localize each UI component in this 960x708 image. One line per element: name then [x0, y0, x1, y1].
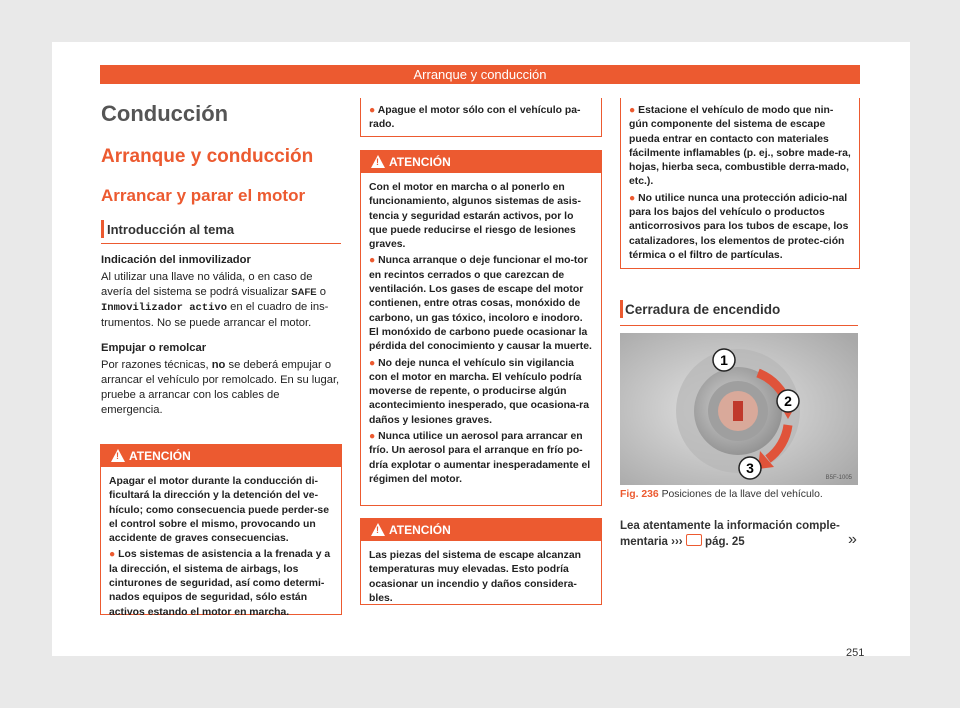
warning-continuation-right	[620, 98, 860, 269]
warning2-bullet-1: ● Nunca arranque o deje funcionar el mo-tor en recintos cerrados o que carezcan de ventilación. Los gases de escape del motor contienen, entre otras cosas, monóxido de carbono, un gas tóxico, incoloro e inodoro. El monóxido de carbono puede ocasionar la pérdida del conocimiento y causar la muerte.	[369, 255, 592, 353]
warning-box-1	[100, 444, 342, 618]
warning2-bullet-text-2: No deje nunca el vehículo sin vigilancia con el motor en marcha. El vehículo podría moverse de repente, o producirse algún acontecimiento inesperado, que ocasiona-ra daños y lesiones graves.	[369, 357, 589, 426]
warning-body-1	[101, 467, 341, 628]
continuation-bullet-text: Apague el motor sólo con el vehículo pa-rado.	[369, 105, 581, 131]
warning2-bullet-text-3: Nunca utilice un aerosol para arrancar en frío. Un aerosol para el arranque en frío po-dría explotar o aumentar inesperadamente el régimen del motor.	[369, 431, 591, 485]
warning-header-1	[101, 445, 341, 467]
immobilizer-display-text: Inmovilizador activo	[101, 302, 228, 314]
page-reference-link[interactable]: pág. 25	[705, 536, 745, 548]
right-box-body	[621, 98, 859, 271]
warning2-bullet-text-1: Nunca arranque o deje funcionar el mo-tor en recintos cerrados o que carezcan de ventilación. Los gases de escape del motor contienen, entre otras cosas, monóxido de carbono, un gas tóxico, incoloro e inodoro. El monóxido de carbono puede ocasionar la pérdida del conocimiento y causar la muerte.	[369, 255, 592, 353]
figure-code: B5F-1005	[825, 475, 852, 481]
push-text-emphasis: no	[211, 359, 226, 371]
warning2-bullet-3: ● Nunca utilice un aerosol para arrancar en frío. Un aerosol para el arranque en frío po-dría explotar o aumentar inesperadamente el régimen del motor.	[369, 431, 591, 485]
warning-title-2: ATENCIÓN	[389, 155, 451, 169]
immobilizer-text	[101, 270, 343, 331]
right-bullet-1: ● Estacione el vehículo de modo que nin-gún componente del sistema de escape pueda entrar en contacto con materiales fácilmente inflamables (p. ej., sobre made-ra, hojas, hierba seca, combustible derra-mado, etc.).	[629, 105, 851, 188]
section-header: Arranque y conducción	[100, 65, 860, 84]
warning-title-1: ATENCIÓN	[129, 449, 191, 463]
warning-text-2: Con el motor en marcha o al ponerlo en funcionamiento, algunos sistemas de asis-tencia y seguridad estarán activos, por lo que puede reducirse el riesgo de lesiones graves.	[369, 182, 581, 251]
figure-caption	[620, 489, 823, 500]
ignition-lock-illustration	[620, 333, 858, 485]
warning-title-3: ATENCIÓN	[389, 523, 451, 537]
warning-continuation	[360, 98, 602, 137]
figure-label-3: 3	[746, 460, 754, 476]
right-bullet-2: ● No utilice nunca una protección adicio-nal para los bajos del vehículo o productos anticorrosivos para los tubos de escape, los catalizadores, los elementos de protec-ción térmica o el filtro de partículas.	[629, 192, 849, 261]
warning-text-3: Las piezas del sistema de escape alcanzan temperaturas muy elevadas. Esto podría ocasionar un incendio y daños considera-bles.	[369, 550, 581, 604]
right-bullet-text-1: Estacione el vehículo de modo que nin-gún componente del sistema de escape pueda entrar en contacto con materiales fácilmente inflamables (p. ej., sobre made-ra, hojas, hierba seca, combustible derra-mado, etc.).	[629, 105, 851, 188]
topic-rule	[101, 243, 341, 244]
read-more-text: Lea atentamente la información comple-mentaria	[620, 520, 840, 548]
warning-bullet-1: ● Los sistemas de asistencia a la frenada y a la dirección, el sistema de airbags, los cinturones de seguridad, así como determi-nados equipos de seguridad, sólo están activos estando el motor en marcha.	[109, 549, 331, 618]
left-column	[101, 253, 343, 428]
page-number: 251	[846, 647, 865, 659]
warning-bullet-text-1: Los sistemas de asistencia a la frenada y a la dirección, el sistema de airbags, los cinturones de seguridad, así como determi-nados equipos de seguridad, sólo están activos estando el motor en marcha.	[109, 549, 331, 618]
figure-label-2: 2	[784, 393, 792, 409]
push-text	[101, 358, 343, 418]
ignition-lock-figure	[620, 333, 858, 485]
push-heading: Empujar o remolcar	[101, 342, 207, 354]
section-marker	[620, 300, 623, 318]
section-title: Arranque y conducción	[101, 146, 314, 167]
warning-box-2	[360, 150, 602, 506]
warning-icon	[111, 449, 125, 462]
push-text-part1: Por razones técnicas,	[101, 359, 209, 371]
ignition-section-title: Cerradura de encendido	[625, 302, 781, 317]
continuation-body	[361, 98, 601, 141]
warning-body-2	[361, 173, 601, 495]
warning-text-1: Apagar el motor durante la conducción di-ficultará la dirección y la detención del ve-hículo; como consecuencia puede perder-se el control sobre el mismo, provocando un accidente de graves consecuencias.	[109, 476, 329, 545]
figure-number: Fig. 236	[620, 489, 659, 500]
push-text-part2: se deberá empujar o arrancar el vehículo por remolcado. En su lugar, pruebe a arrancar con los cables de emergencia.	[101, 359, 340, 416]
topic-marker	[101, 220, 104, 238]
safe-symbol: SAFE	[291, 287, 317, 298]
figure-caption-text: Posiciones de la llave del vehículo.	[661, 489, 823, 500]
immobilizer-text-part2: o	[319, 286, 326, 298]
warning-header-3	[361, 519, 601, 541]
read-more-arrows: ›››	[671, 536, 683, 548]
right-bullet-text-2: No utilice nunca una protección adicio-nal para los bajos del vehículo o productos anticorrosivos para los tubos de escape, los catalizadores, los elementos de protec-ción térmica o el filtro de partículas.	[629, 192, 849, 261]
continuation-bullet: ● Apague el motor sólo con el vehículo pa-rado.	[369, 105, 581, 131]
topic-title: Introducción al tema	[107, 222, 235, 237]
warning-icon	[371, 523, 385, 536]
warning2-bullet-2: ● No deje nunca el vehículo sin vigilancia con el motor en marcha. El vehículo podría moverse de repente, o producirse algún acontecimiento inesperado, que ocasiona-ra daños y lesiones graves.	[369, 357, 589, 426]
continue-icon: »	[848, 531, 857, 548]
immobilizer-text-part3: en el cuadro de ins-trumentos. No se puede arrancar el motor.	[101, 301, 329, 329]
warning-header-2	[361, 151, 601, 173]
chapter-title: Conducción	[101, 101, 229, 126]
figure-label-1: 1	[720, 352, 728, 368]
immobilizer-text-part1: Al utilizar una llave no válida, o en caso de avería del sistema se podrá visualizar	[101, 271, 313, 298]
book-icon	[686, 534, 702, 546]
subsection-title: Arrancar y parar el motor	[101, 186, 306, 205]
read-more	[620, 519, 860, 550]
warning-icon	[371, 155, 385, 168]
ignition-section-rule	[620, 325, 858, 326]
warning-box-3	[360, 518, 602, 605]
warning-body-3	[361, 541, 601, 614]
immobilizer-heading: Indicación del inmovilizador	[101, 254, 251, 266]
